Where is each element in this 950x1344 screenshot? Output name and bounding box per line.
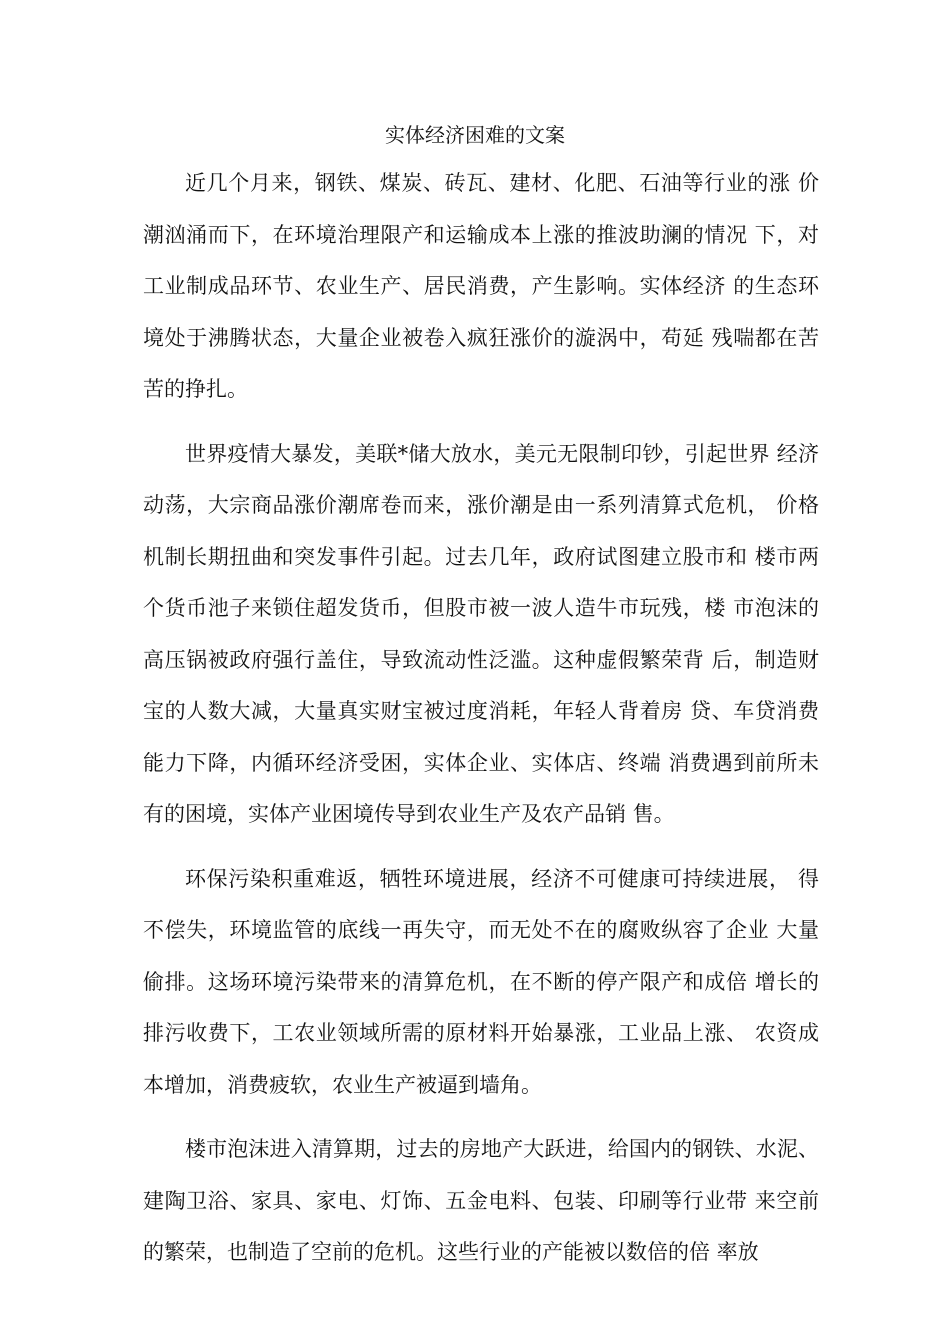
paragraph-3: 环保污染积重难返，牺牲环境进展，经济不可健康可持续进展， 得不偿失，环境监管的底线一再失守，而无处不在的腐败纵容了企业 大量偷排。这场环境污染带来的清算危机，在不断的停产限产和成倍 增长的排污收费下，工农业领域所需的原材料开始暴涨，工业品上涨、 农资成本增加，消费疲软，农业生产被逼到墙角。 (143, 866, 819, 1097)
paragraph-1: 近几个月来，钢铁、煤炭、砖瓦、建材、化肥、石油等行业的涨 价潮汹涌而下，在环境治理限产和运输成本上涨的推波助澜的情况 下，对工业制成品环节、农业生产、居民消费，产生影响。实体经济 的生态环境处于沸腾状态，大量企业被卷入疯狂涨价的漩涡中，苟延 残喘都在苦苦的挣扎。 (143, 171, 819, 401)
paragraph-2: 世界疫情大暴发，美联*储大放水，美元无限制印钞，引起世界 经济动荡，大宗商品涨价潮席卷而来，涨价潮是由一系列清算式危机， 价格机制长期扭曲和突发事件引起。过去几年，政府试图建立股市和 楼市两个货币池子来锁住超发货币，但股市被一波人造牛市玩残，楼 市泡沫的高压锅被政府强行盖住，导致流动性泛滥。这种虚假繁荣背 后，制造财宝的人数大减，大量真实财宝被过度消耗，年轻人背着房 贷、车贷消费能力下降，内循环经济受困，实体企业、实体店、终端 消费遇到前所未有的困境，实体产业困境传导到农业生产及农产品销 售。 (143, 441, 819, 826)
document-body (143, 158, 819, 1292)
paragraph-4: 楼市泡沫进入清算期，过去的房地产大跃进，给国内的钢铁、水泥、建陶卫浴、家具、家电、灯饰、五金电料、包装、印刷等行业带 来空前的繁荣，也制造了空前的危机。这些行业的产能被以数倍的倍 率放 (143, 1137, 819, 1264)
document-title: 实体经济困难的文案 (385, 123, 565, 147)
